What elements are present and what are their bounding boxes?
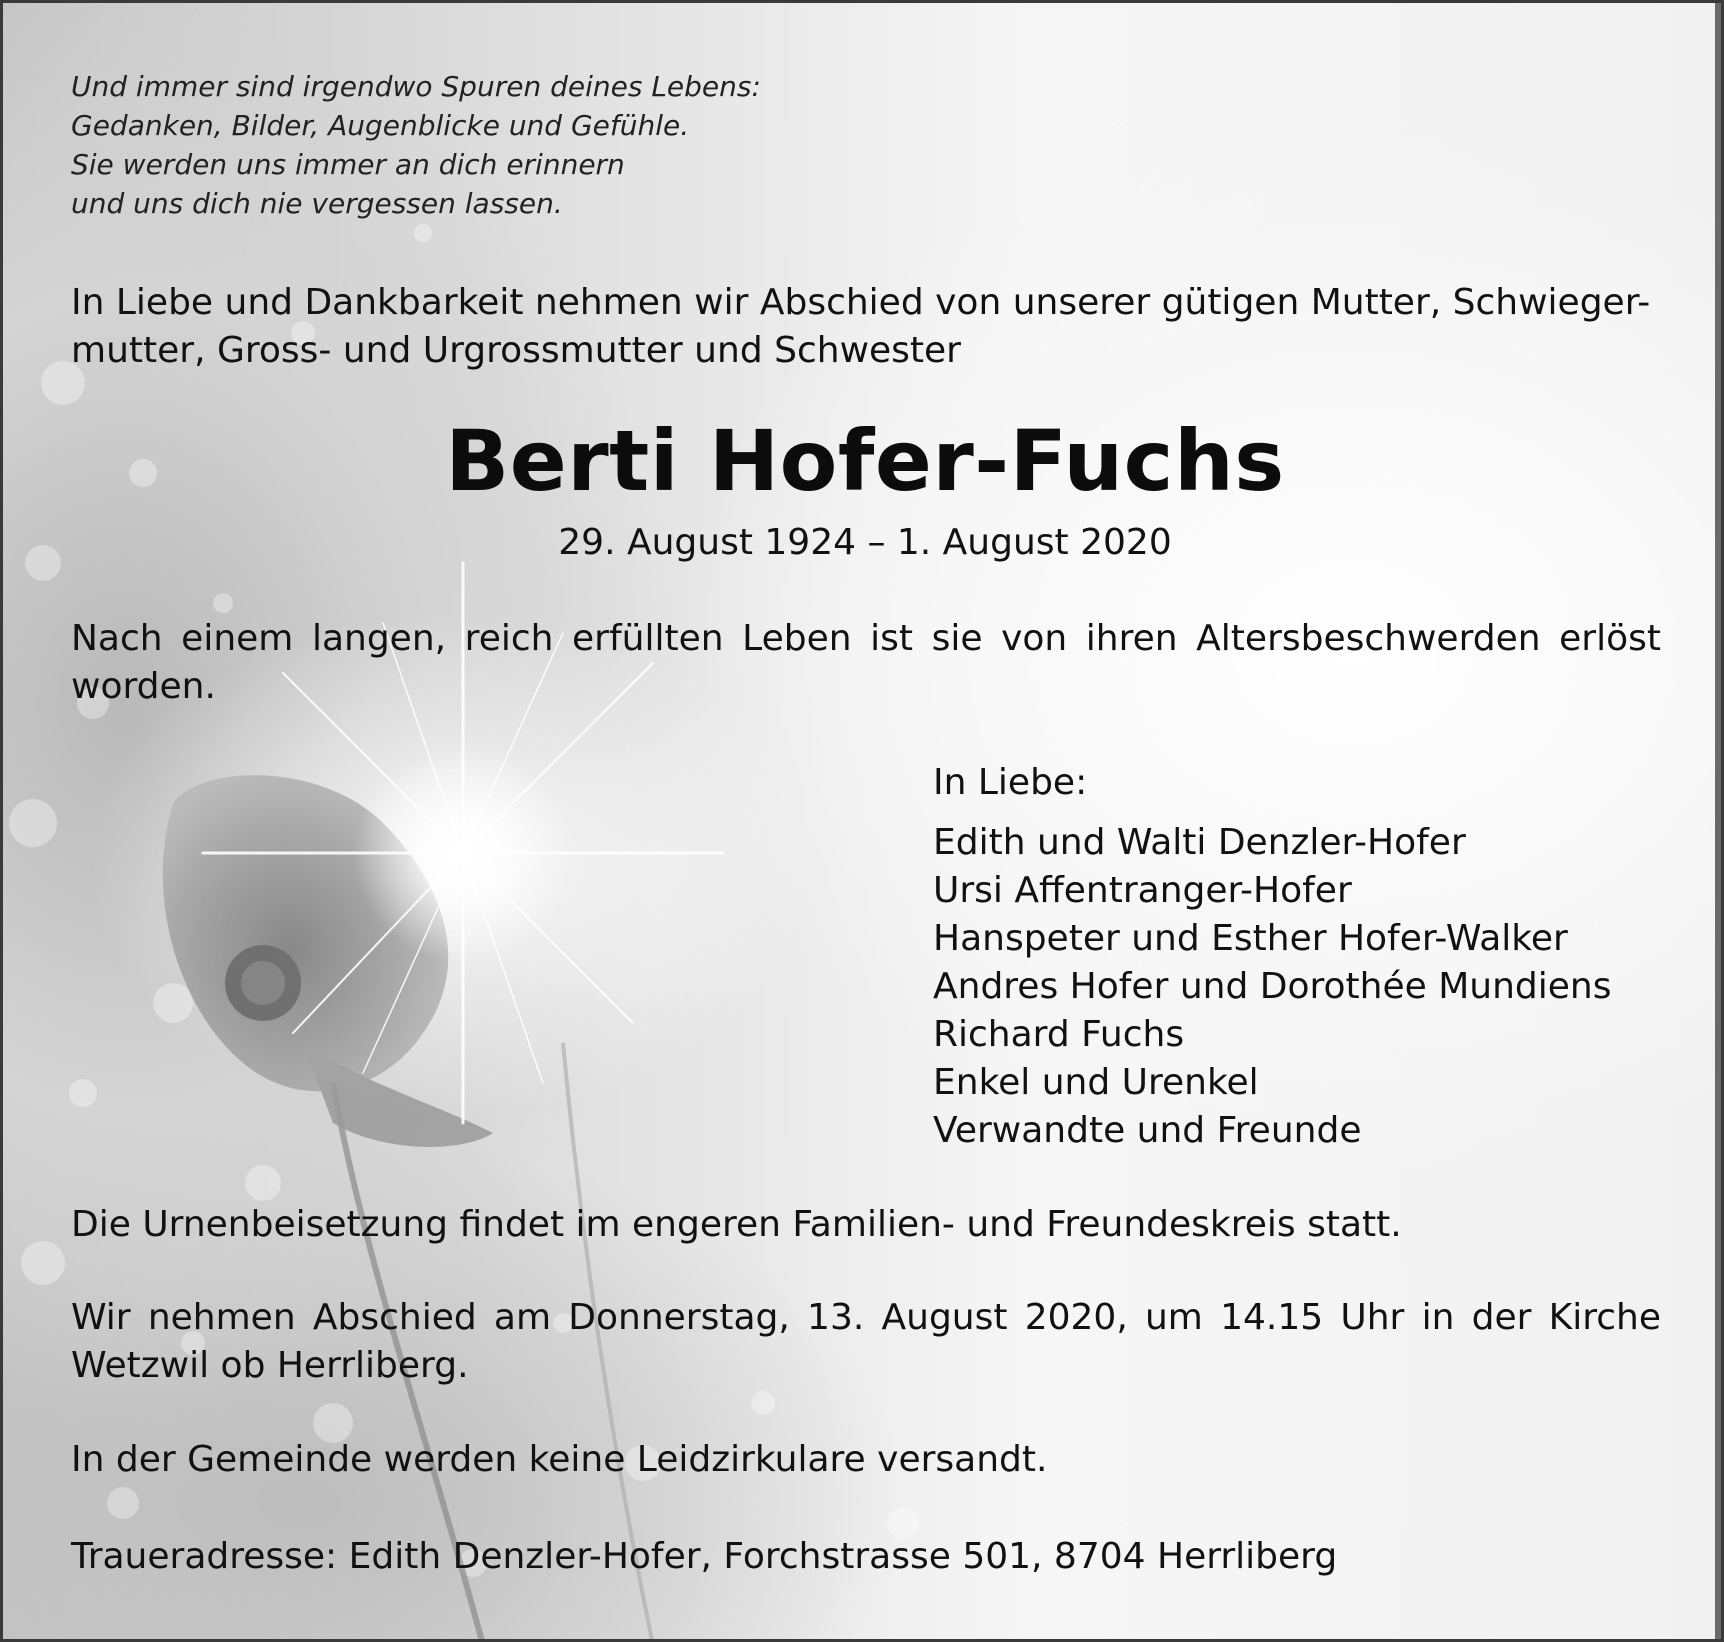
burial-note: Die Urnenbeisetzung findet im engeren Familien- und Freundeskreis statt.: [71, 1204, 1402, 1245]
mourners-heading: In Liebe:: [933, 762, 1088, 803]
poem-line: Und immer sind irgendwo Spuren deines Lebens:: [71, 70, 761, 103]
poem: [71, 67, 971, 223]
poem-line: Gedanken, Bilder, Augenblicke und Gefühle.: [71, 109, 690, 142]
mourning-address: Traueradresse: Edith Denzler-Hofer, Forchstrasse 501, 8704 Herrliberg: [71, 1536, 1338, 1577]
mourner-name: Enkel und Urenkel: [933, 1062, 1259, 1103]
poem-line: Sie werden uns immer an dich erinnern: [71, 148, 625, 181]
mourners-block: [933, 759, 1693, 1155]
poem-line: und uns dich nie vergessen lassen.: [71, 187, 563, 220]
mourner-name: Hanspeter und Esther Hofer-Walker: [933, 918, 1568, 959]
farewell-note: Wir nehmen Abschied am Donnerstag, 13. August 2020, um 14.15 Uhr in der Kirche Wetzwil ob Herrliberg.: [71, 1297, 1661, 1386]
mourner-name: Edith und Walti Denzler-Hofer: [933, 822, 1466, 863]
deceased-name: Berti Hofer-Fuchs: [445, 412, 1285, 510]
circulars-note: In der Gemeinde werden keine Leidzirkulare versandt.: [71, 1439, 1048, 1480]
mourner-name: Ursi Affentranger-Hofer: [933, 870, 1352, 911]
mourner-name: Andres Hofer und Dorothée Mundiens: [933, 966, 1612, 1007]
intro-text: In Liebe und Dankbarkeit nehmen wir Abschied von unserer gütigen Mutter, Schwieger-mutter, Gross- und Urgrossmutter und Schwester: [71, 282, 1651, 371]
mourner-name: Verwandte und Freunde: [933, 1110, 1362, 1151]
mourner-name: Richard Fuchs: [933, 1014, 1185, 1055]
life-dates: 29. August 1924 – 1. August 2020: [558, 522, 1172, 563]
relief-text: Nach einem langen, reich erfüllten Leben ist sie von ihren Altersbeschwerden erlöst worden.: [71, 618, 1661, 707]
sun-flare: [353, 743, 573, 963]
